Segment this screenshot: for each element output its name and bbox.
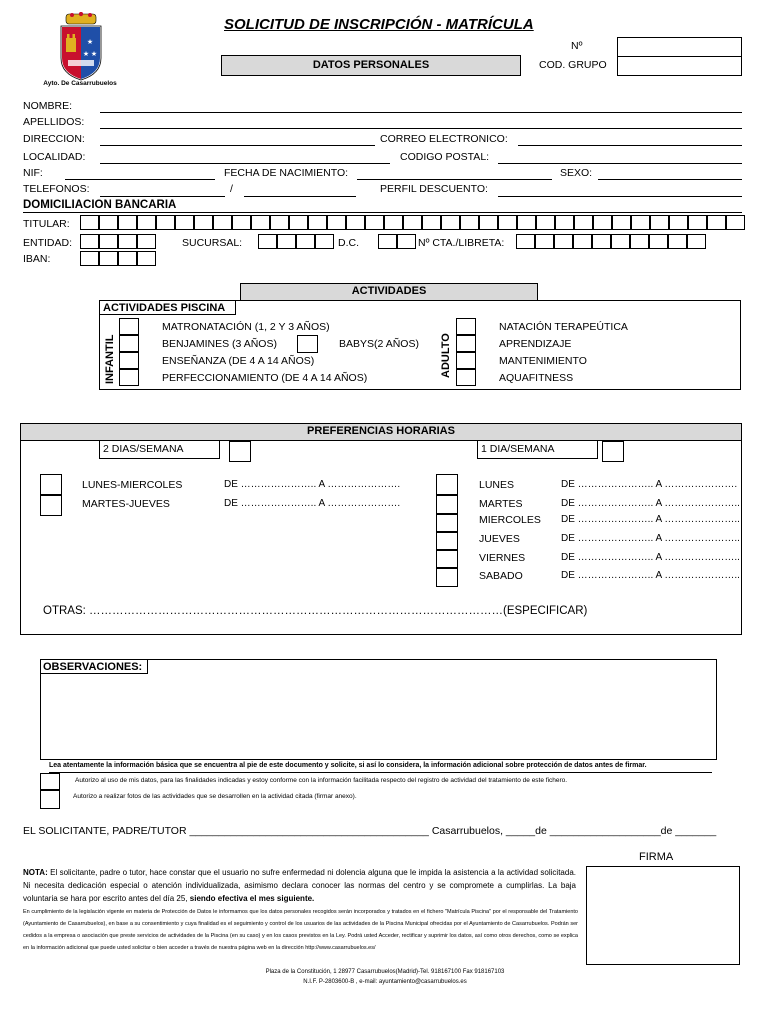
- aprendizaje-checkbox[interactable]: [456, 335, 476, 352]
- dc-label: D.C.: [338, 237, 359, 249]
- consent-intro: Lea atentamente la información básica que se encuentra al pie de este documento y solicite, si así lo considera, la información adicional sobre protección de datos antes de firmar.: [49, 762, 647, 769]
- digit-cell[interactable]: [289, 215, 308, 230]
- fecha-nacimiento-label: FECHA DE NACIMIENTO:: [224, 167, 349, 179]
- dc-cells[interactable]: [378, 234, 416, 249]
- form-title: SOLICITUD DE INSCRIPCIÓN - MATRÍCULA: [224, 16, 534, 33]
- consent-photos-label: Autorizo a realizar fotos de las actividades que se desarrollen en la actividad citada (firmar anexo).: [73, 793, 357, 800]
- natacion-terapeutica-checkbox[interactable]: [456, 318, 476, 335]
- footer-address: Plaza de la Constitución, 1 28977 Casarrubuelos(Madrid)-Tel. 918167100 Fax 918167103: [265, 969, 505, 975]
- legal-text: En cumplimiento de la legislación vigente en materia de Protección de Datos le informamos que los datos personales recogidos serán incorporados y tratados en el fichero "Matrícula Piscina" por el responsable del Tratamiento (Ayuntamiento de Casarrubuelos), en base a su consentimiento y cuya finalidad es el seguimiento y control de los usuarios de las actividades de la Piscina Municipal ofrecidas por el Ayuntamiento de Casarrubuelos. Podrán ser cedidos a la empresa o asociación que preste servicios de actividades de la Piscina (en su caso) y en los casos previstos en la Ley. Podrá usted Acceder, rectificar y suprimir los datos, así como otros derechos, como se explica en la información adicional que puede usted solicitar o bien acceder a través de nuestra página web en la dirección http://www.casarrubuelos.es/: [23, 909, 578, 951]
- martes-hours[interactable]: DE ………………….. A …………………..: [561, 498, 740, 509]
- consent-data-checkbox[interactable]: [40, 773, 60, 790]
- digit-cell[interactable]: [80, 215, 99, 230]
- digit-cell[interactable]: [378, 234, 397, 249]
- entidad-label: ENTIDAD:: [23, 237, 73, 249]
- nif-field[interactable]: [65, 179, 215, 180]
- digit-cell[interactable]: [516, 234, 535, 249]
- piscina-title-divider: [235, 301, 236, 315]
- lunes-miercoles-label: LUNES-MIERCOLES: [82, 479, 183, 491]
- digit-cell[interactable]: [688, 215, 707, 230]
- lunes-checkbox[interactable]: [436, 474, 458, 495]
- digit-cell[interactable]: [669, 215, 688, 230]
- digit-cell[interactable]: [296, 234, 315, 249]
- cta-label: Nº CTA./LIBRETA:: [418, 237, 505, 249]
- benjamines-label: BENJAMINES (3 AÑOS): [162, 338, 277, 350]
- digit-cell[interactable]: [535, 234, 554, 249]
- aquafitness-label: AQUAFITNESS: [499, 372, 574, 384]
- digit-cell[interactable]: [258, 234, 277, 249]
- localidad-field[interactable]: [100, 163, 390, 164]
- adulto-label: ADULTO: [440, 333, 452, 378]
- cta-cells[interactable]: [516, 234, 706, 249]
- perfil-descuento-label: PERFIL DESCUENTO:: [380, 183, 488, 195]
- digit-cell[interactable]: [592, 234, 611, 249]
- telefonos-label: TELEFONOS:: [23, 183, 90, 195]
- digit-cell[interactable]: [649, 234, 668, 249]
- natacion-terapeutica-label: NATACIÓN TERAPEÚTICA: [499, 321, 628, 333]
- digit-cell[interactable]: [194, 215, 213, 230]
- correo-field[interactable]: [518, 145, 742, 146]
- digit-cell[interactable]: [707, 215, 726, 230]
- perfil-descuento-field[interactable]: [498, 196, 742, 197]
- sabado-label: SABADO: [479, 570, 523, 582]
- martes-jueves-checkbox[interactable]: [40, 495, 62, 516]
- digit-cell[interactable]: [517, 215, 536, 230]
- perfeccionamiento-label: PERFECCIONAMIENTO (DE 4 A 14 AÑOS): [162, 372, 368, 384]
- digit-cell[interactable]: [99, 234, 118, 249]
- martes-jueves-hours[interactable]: DE ………………….. A ………………….: [224, 498, 401, 509]
- digit-cell[interactable]: [99, 251, 118, 266]
- actividades-header: ACTIVIDADES: [240, 283, 538, 301]
- digit-cell[interactable]: [308, 215, 327, 230]
- observaciones-box[interactable]: [40, 659, 717, 760]
- jueves-hours[interactable]: DE ………………….. A …………………..: [561, 533, 740, 544]
- ensenanza-label: ENSEÑANZA (DE 4 A 14 AÑOS): [162, 355, 315, 367]
- jueves-checkbox[interactable]: [436, 532, 458, 550]
- digit-cell[interactable]: [573, 234, 592, 249]
- digit-cell[interactable]: [137, 215, 156, 230]
- infantil-label: INFANTIL: [104, 334, 116, 384]
- nota-block: [23, 866, 576, 905]
- direccion-label: DIRECCION:: [23, 133, 85, 145]
- datos-personales-header: DATOS PERSONALES: [221, 55, 521, 76]
- digit-cell[interactable]: [156, 215, 175, 230]
- observaciones-title-divider: [147, 660, 148, 674]
- sucursal-label: SUCURSAL:: [182, 237, 243, 249]
- digit-cell[interactable]: [668, 234, 687, 249]
- nota-label: NOTA:: [23, 868, 48, 877]
- sexo-field[interactable]: [598, 179, 742, 180]
- cod-grupo-field[interactable]: [617, 56, 742, 76]
- matronatacion-label: MATRONATACIÓN (1, 2 Y 3 AÑOS): [162, 321, 330, 333]
- digit-cell[interactable]: [403, 215, 422, 230]
- martes-label: MARTES: [479, 498, 523, 510]
- svg-text:★: ★: [90, 51, 98, 58]
- digit-cell[interactable]: [460, 215, 479, 230]
- martes-jueves-label: MARTES-JUEVES: [82, 498, 170, 510]
- municipal-logo: [52, 12, 110, 84]
- martes-checkbox[interactable]: [436, 495, 458, 514]
- nombre-field[interactable]: [100, 112, 742, 113]
- fecha-nacimiento-field[interactable]: [357, 179, 552, 180]
- digit-cell[interactable]: [593, 215, 612, 230]
- sabado-checkbox[interactable]: [436, 568, 458, 587]
- one-day-label: 1 DIA/SEMANA: [481, 443, 555, 455]
- digit-cell[interactable]: [498, 215, 517, 230]
- digit-cell[interactable]: [137, 251, 156, 266]
- jueves-label: JUEVES: [479, 533, 520, 545]
- viernes-checkbox[interactable]: [436, 550, 458, 568]
- two-days-label: 2 DIAS/SEMANA: [103, 443, 184, 455]
- digit-cell[interactable]: [327, 215, 346, 230]
- benjamines-checkbox[interactable]: [119, 335, 139, 352]
- digit-cell[interactable]: [611, 234, 630, 249]
- nota-text: El solicitante, padre o tutor, hace constar que el usuario no sufre enfermedad ni dolencia alguna que le impida la asistencia a la actividad solicitada. Ni necesita dedicación especial o atención individualizada, asimismo declara conocer las normas del centro y se compromete a cumplirlas. La baja voluntaria se hara por escrito antes del día 25,: [23, 868, 576, 903]
- digit-cell[interactable]: [554, 234, 573, 249]
- digit-cell[interactable]: [441, 215, 460, 230]
- domiciliacion-underline: [23, 212, 742, 213]
- sucursal-cells[interactable]: [258, 234, 334, 249]
- digit-cell[interactable]: [631, 215, 650, 230]
- actividades-piscina-title: ACTIVIDADES PISCINA: [103, 302, 226, 314]
- signature-line[interactable]: EL SOLICITANTE, PADRE/TUTOR _________________________________________ Casarrubuelos, _____de ___________________de _______: [23, 825, 717, 837]
- digit-cell[interactable]: [726, 215, 745, 230]
- digit-cell[interactable]: [384, 215, 403, 230]
- digit-cell[interactable]: [99, 215, 118, 230]
- num-label: Nº: [571, 40, 583, 52]
- iban-cells[interactable]: [80, 251, 156, 266]
- codigo-postal-field[interactable]: [498, 163, 742, 164]
- digit-cell[interactable]: [315, 234, 334, 249]
- viernes-hours[interactable]: DE ………………….. A …………………..: [561, 552, 740, 563]
- digit-cell[interactable]: [80, 251, 99, 266]
- svg-text:★: ★: [82, 51, 90, 58]
- localidad-label: LOCALIDAD:: [23, 151, 86, 163]
- digit-cell[interactable]: [479, 215, 498, 230]
- digit-cell[interactable]: [277, 234, 296, 249]
- digit-cell[interactable]: [80, 234, 99, 249]
- firma-label: FIRMA: [639, 851, 674, 863]
- titular-cells[interactable]: [80, 215, 745, 230]
- benjamines-extra-checkbox[interactable]: [297, 335, 318, 353]
- two-days-checkbox[interactable]: [229, 441, 251, 462]
- consent-data-label: Autorizo al uso de mis datos, para las finalidades indicadas y estoy conforme con la información facilitada respecto del registro de actividad del tratamiento de este fichero.: [75, 777, 568, 784]
- digit-cell[interactable]: [118, 251, 137, 266]
- perfeccionamiento-checkbox[interactable]: [119, 369, 139, 386]
- apellidos-field[interactable]: [100, 128, 742, 129]
- digit-cell[interactable]: [137, 234, 156, 249]
- apellidos-label: APELLIDOS:: [23, 116, 85, 128]
- telefono-1-field[interactable]: [100, 196, 225, 197]
- observaciones-title: OBSERVACIONES:: [43, 661, 143, 673]
- digit-cell[interactable]: [213, 215, 232, 230]
- mantenimiento-label: MANTENIMIENTO: [499, 355, 587, 367]
- correo-label: CORREO ELECTRONICO:: [380, 133, 508, 145]
- digit-cell[interactable]: [555, 215, 574, 230]
- mantenimiento-checkbox[interactable]: [456, 352, 476, 369]
- consent-photos-checkbox[interactable]: [40, 790, 60, 809]
- digit-cell[interactable]: [687, 234, 706, 249]
- lunes-hours[interactable]: DE ………………….. A ………………….: [561, 479, 738, 490]
- digit-cell[interactable]: [397, 234, 416, 249]
- aprendizaje-label: APRENDIZAJE: [499, 338, 572, 350]
- iban-label: IBAN:: [23, 253, 51, 265]
- digit-cell[interactable]: [118, 215, 137, 230]
- digit-cell[interactable]: [574, 215, 593, 230]
- cod-grupo-label: COD. GRUPO: [539, 59, 607, 71]
- digit-cell[interactable]: [270, 215, 289, 230]
- svg-text:★: ★: [86, 39, 94, 46]
- nota-bold-end: siendo efectiva el mes siguiente.: [189, 894, 315, 903]
- miercoles-label: MIERCOLES: [479, 514, 541, 526]
- digit-cell[interactable]: [612, 215, 631, 230]
- ensenanza-checkbox[interactable]: [119, 352, 139, 369]
- one-day-checkbox[interactable]: [602, 441, 624, 462]
- footer-contact: N.I.F. P-2803600-B , e-mail: ayuntamiento@casarrubuelos.es: [303, 979, 467, 985]
- lunes-label: LUNES: [479, 479, 515, 491]
- lunes-miercoles-checkbox[interactable]: [40, 474, 62, 495]
- digit-cell[interactable]: [536, 215, 555, 230]
- digit-cell[interactable]: [422, 215, 441, 230]
- miercoles-hours[interactable]: DE ………………….. A …………………..: [561, 514, 740, 525]
- telefono-separator: /: [230, 183, 233, 195]
- digit-cell[interactable]: [630, 234, 649, 249]
- otras-field[interactable]: OTRAS: ………………………………………………………………………………………………(ESPECIFICAR): [43, 605, 588, 617]
- num-field[interactable]: [617, 37, 742, 57]
- aquafitness-checkbox[interactable]: [456, 369, 476, 386]
- digit-cell[interactable]: [232, 215, 251, 230]
- nif-label: NIF:: [23, 167, 43, 179]
- digit-cell[interactable]: [175, 215, 194, 230]
- domiciliacion-title: DOMICILIACION BANCARIA: [23, 199, 177, 211]
- preferencias-header: PREFERENCIAS HORARIAS: [20, 423, 742, 441]
- lunes-miercoles-hours[interactable]: DE ………………….. A ………………….: [224, 479, 401, 490]
- telefono-2-field[interactable]: [244, 196, 356, 197]
- observaciones-title-underline: [41, 673, 147, 674]
- digit-cell[interactable]: [346, 215, 365, 230]
- consent-intro-underline: [49, 772, 712, 773]
- digit-cell[interactable]: [365, 215, 384, 230]
- viernes-label: VIERNES: [479, 552, 526, 564]
- nombre-label: NOMBRE:: [23, 100, 73, 112]
- sexo-label: SEXO:: [560, 167, 593, 179]
- digit-cell[interactable]: [650, 215, 669, 230]
- matronatacion-checkbox[interactable]: [119, 318, 139, 335]
- codigo-postal-label: CODIGO POSTAL:: [400, 151, 490, 163]
- digit-cell[interactable]: [251, 215, 270, 230]
- miercoles-checkbox[interactable]: [436, 514, 458, 532]
- digit-cell[interactable]: [118, 234, 137, 249]
- firma-box[interactable]: [586, 866, 740, 965]
- sabado-hours[interactable]: DE ………………….. A …………………..: [561, 570, 740, 581]
- entidad-cells[interactable]: [80, 234, 156, 249]
- piscina-title-underline: [100, 314, 235, 315]
- titular-label: TITULAR:: [23, 218, 70, 230]
- logo-caption: Ayto. De Casarrubuelos: [43, 80, 117, 87]
- direccion-field[interactable]: [100, 145, 375, 146]
- babys-label: BABYS(2 AÑOS): [339, 338, 419, 350]
